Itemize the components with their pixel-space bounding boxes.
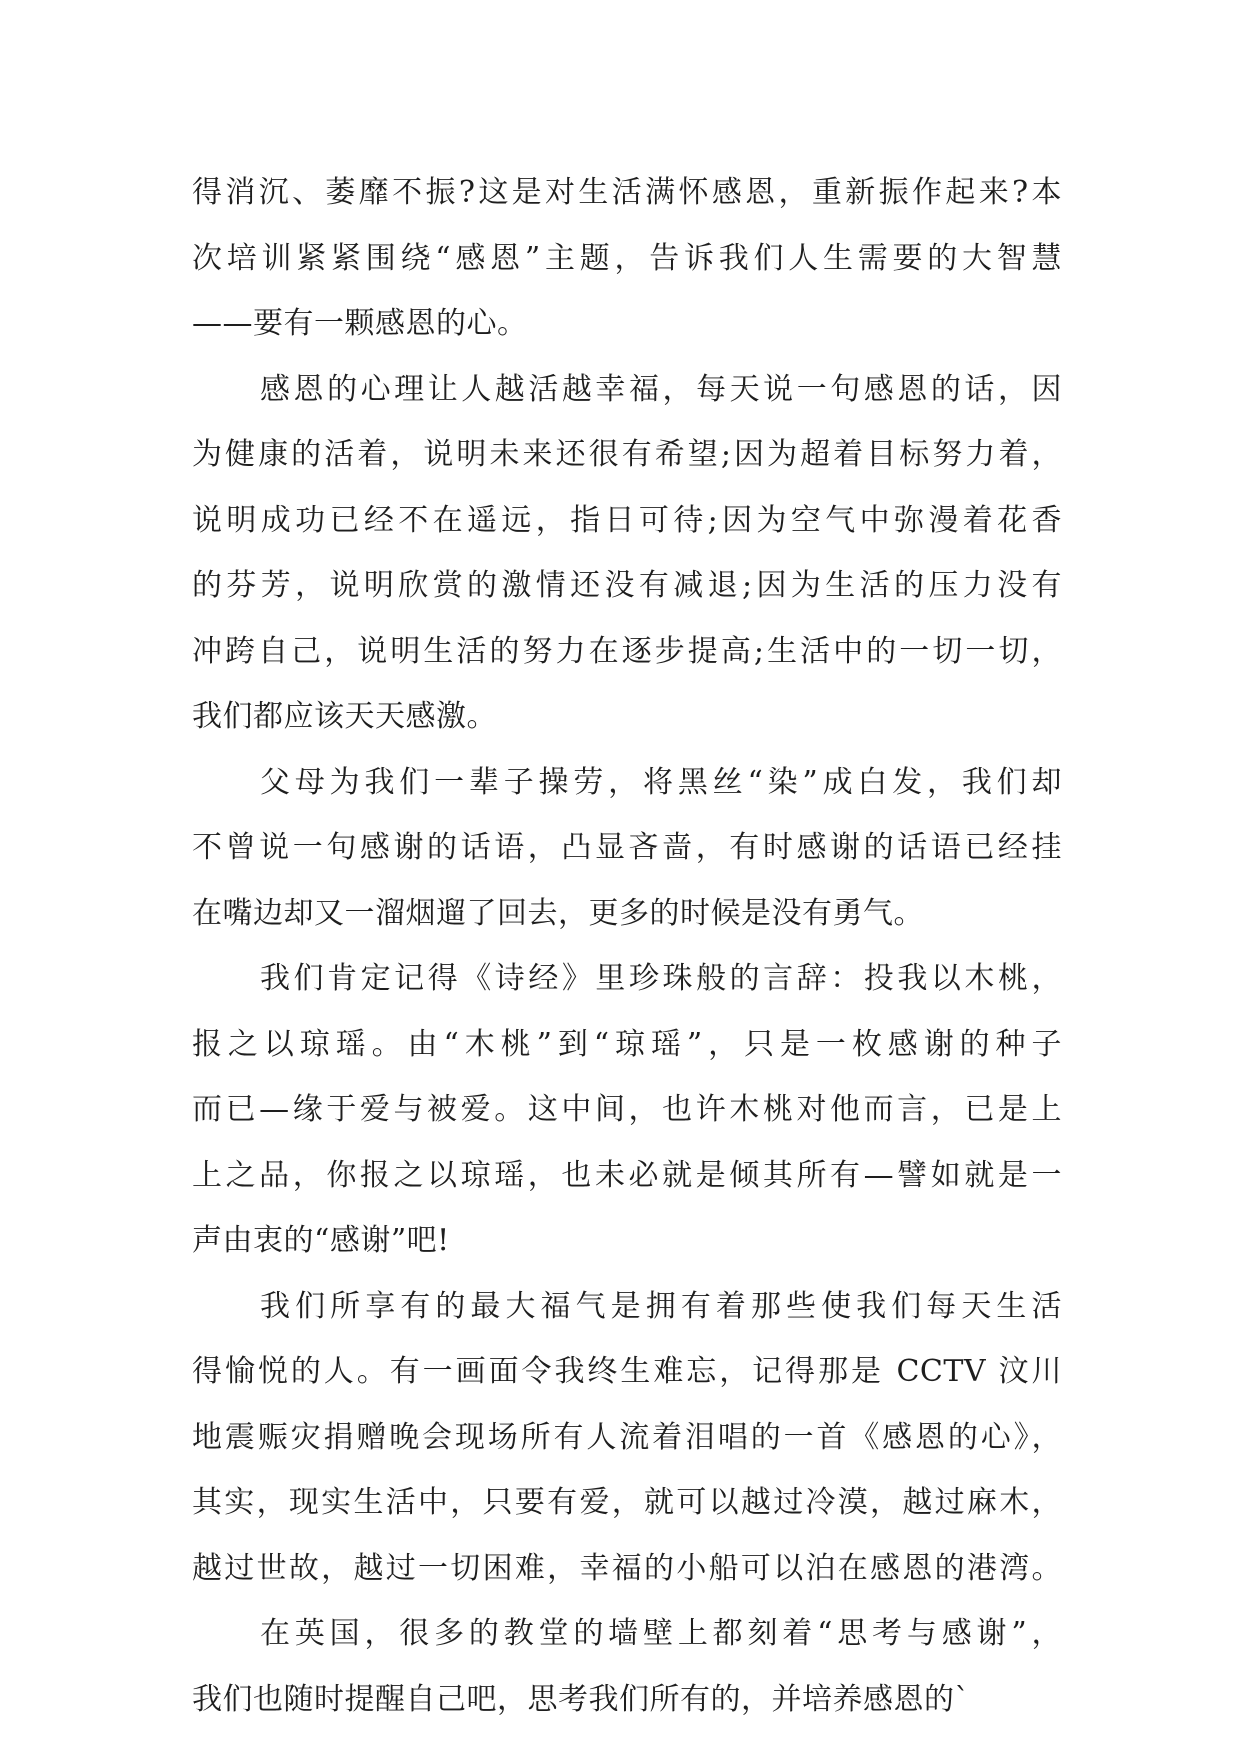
text-line: 次培训紧紧围绕“感恩”主题，告诉我们人生需要的大智慧 [192, 240, 1062, 276]
text-line: 上之品，你报之以琼瑶，也未必就是倾其所有—譬如就是一 [192, 1157, 1062, 1193]
document-body [192, 160, 1062, 1732]
text-line: 我们所享有的最大福气是拥有着那些使我们每天生活 [260, 1288, 1062, 1324]
text-line: 在嘴边却又一溜烟遛了回去，更多的时候是没有勇气。 [192, 895, 924, 931]
text-line: 我们肯定记得《诗经》里珍珠般的言辞：投我以木桃， [260, 961, 1062, 996]
text-line: 我们也随时提醒自己吧，思考我们所有的，并培养感恩的` [192, 1681, 970, 1717]
paragraph [192, 750, 1062, 947]
text-line: 报之以琼瑶。由“木桃”到“琼瑶”，只是一枚感谢的种子 [192, 1026, 1062, 1062]
text-line: 而已—缘于爱与被爱。这中间，也许木桃对他而言，已是上 [192, 1092, 1062, 1127]
text-line: 在英国，很多的教堂的墙壁上都刻着“思考与感谢”， [260, 1616, 1062, 1651]
text-line: 其实，现实生活中，只要有爱，就可以越过冷漠，越过麻木， [192, 1485, 1062, 1520]
text-line: 得消沉、萎靡不振?这是对生活满怀感恩，重新振作起来?本 [192, 175, 1062, 210]
text-line: 得愉悦的人。有一画面令我终生难忘，记得那是 CCTV 汶川 [192, 1354, 1062, 1389]
text-line: 声由衷的“感谢”吧! [192, 1223, 450, 1258]
text-line: 的芬芳，说明欣赏的激情还没有减退;因为生活的压力没有 [192, 568, 1062, 603]
text-line: 感恩的心理让人越活越幸福，每天说一句感恩的话，因 [260, 371, 1062, 407]
text-line: 冲跨自己，说明生活的努力在逐步提高;生活中的一切一切， [192, 633, 1062, 669]
text-line: 越过世故，越过一切困难，幸福的小船可以泊在感恩的港湾。 [192, 1550, 1062, 1586]
paragraph [192, 357, 1062, 750]
paragraph [192, 1274, 1062, 1602]
text-line: 父母为我们一辈子操劳，将黑丝“染”成白发，我们却 [260, 764, 1062, 800]
text-line: 地震赈灾捐赠晚会现场所有人流着泪唱的一首《感恩的心》， [192, 1419, 1062, 1455]
paragraph [192, 946, 1062, 1274]
paragraph [192, 1601, 1062, 1732]
paragraph [192, 160, 1062, 357]
text-line: 不曾说一句感谢的话语，凸显吝啬，有时感谢的话语已经挂 [192, 830, 1062, 865]
text-line: 说明成功已经不在遥远，指日可待;因为空气中弥漫着花香 [192, 502, 1062, 538]
text-line: ——要有一颗感恩的心。 [192, 306, 528, 341]
text-line: 我们都应该天天感激。 [192, 699, 497, 734]
text-line: 为健康的活着，说明未来还很有希望;因为超着目标努力着， [192, 437, 1062, 472]
